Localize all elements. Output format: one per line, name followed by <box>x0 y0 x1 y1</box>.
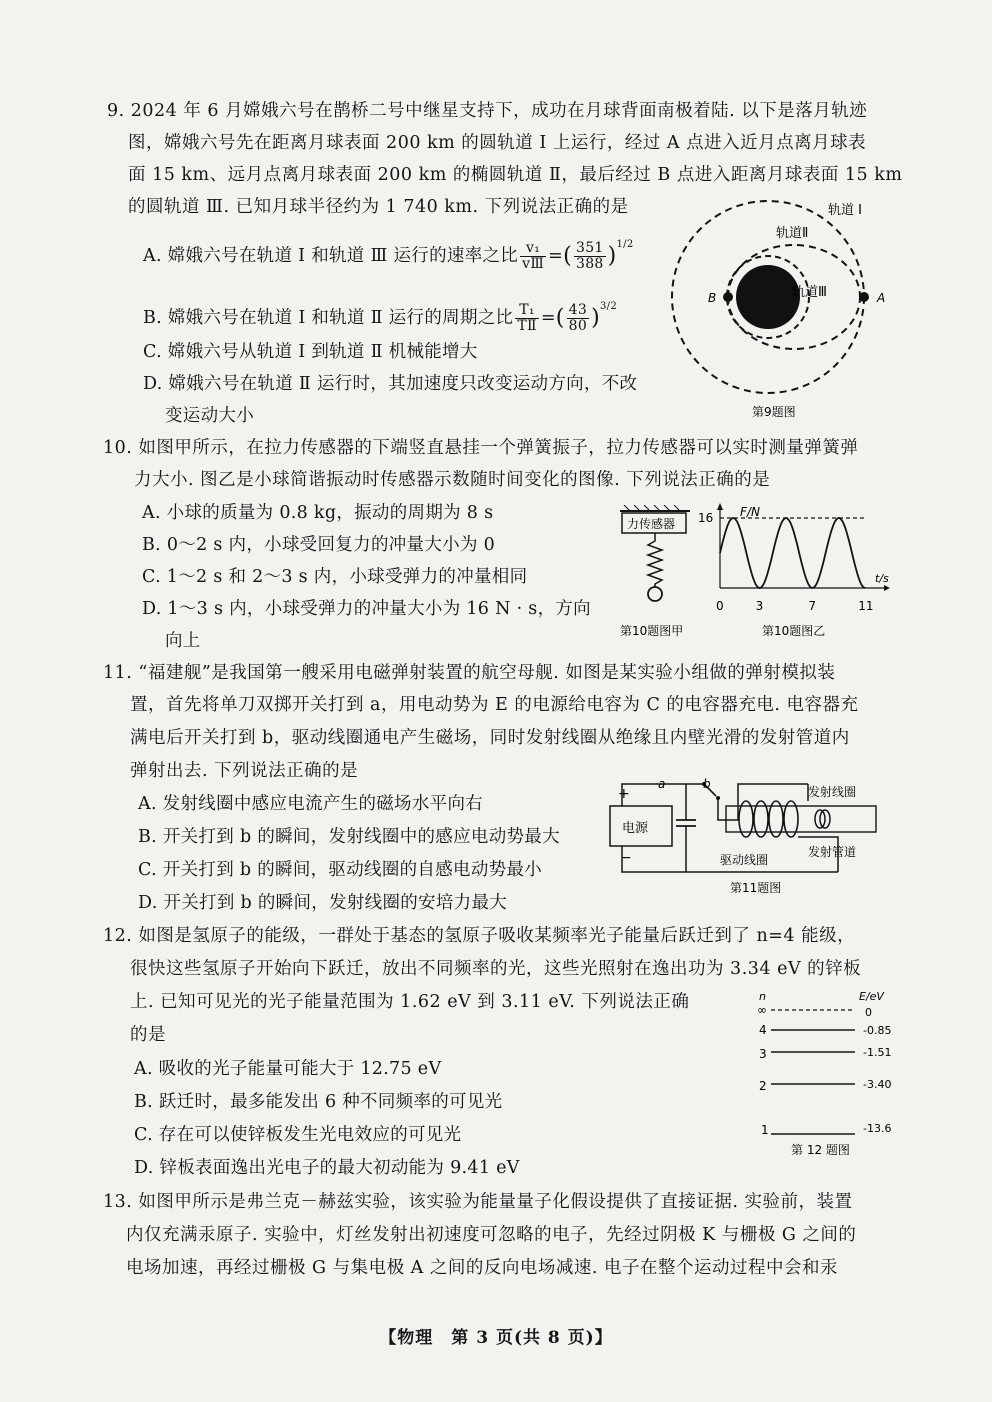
chart-xlabel: t/s <box>875 572 889 585</box>
q9-line-1: 9. 2024 年 6 月嫦娥六号在鹊桥二号中继星支持下，成功在月球背面南极着陆. 以下是落月轨迹 <box>107 101 868 121</box>
q12-figure-caption: 第 12 题图 <box>791 1143 850 1157</box>
q11-line-4: 弹射出去. 下列说法正确的是 <box>130 761 359 781</box>
plus-terminal: + <box>618 786 630 802</box>
moon <box>736 265 800 329</box>
q13-line-1: 13. 如图甲所示是弗兰克－赫兹实验，该实验为能量量子化假设提供了直接证据. 实验前，装置 <box>103 1192 853 1212</box>
q12-option-c: C. 存在可以使锌板发生光电效应的可见光 <box>134 1125 462 1145</box>
sensor-label: 力传感器 <box>627 517 676 531</box>
x-tick-7: 7 <box>808 599 817 613</box>
q10-figure-b-caption: 第10题图乙 <box>762 624 826 638</box>
q10-option-d-line-2: 向上 <box>165 631 201 651</box>
chart-ylabel: F/N <box>740 505 760 519</box>
q13-line-2: 内仅充满汞原子. 实验中，灯丝发射出初速度可忽略的电子，先经过阴极 K 与栅极 G 之间的 <box>126 1225 857 1245</box>
ball <box>648 587 662 601</box>
q11-option-d: D. 开关打到 b 的瞬间，发射线圈的安培力最大 <box>138 893 508 913</box>
source-label: 电源 <box>622 821 649 836</box>
q11-line-2: 置，首先将单刀双掷开关打到 a，用电动势为 E 的电源给电容为 C 的电容器充电. 电容器充 <box>130 695 859 715</box>
q9-option-a-text: A. 嫦娥六号在轨道 Ⅰ 和轨道 Ⅲ 运行的速率之比 <box>143 246 519 266</box>
spring <box>648 533 662 587</box>
q9-a-exponent: 1/2 <box>616 239 634 250</box>
q9-option-d-line-2: 变运动大小 <box>165 406 254 426</box>
level-e-inf: 0 <box>865 1006 872 1019</box>
level-e-4: -0.85 <box>863 1024 892 1037</box>
q10-option-b: B. 0～2 s 内，小球受回复力的冲量大小为 0 <box>142 535 496 555</box>
q9-option-a: A. 嫦娥六号在轨道 Ⅰ 和轨道 Ⅲ 运行的速率之比 $\frac{\text{v₁}}{\text{vⅢ}}$ =( $\frac{351}{388}$ )$^{1/2}$ <box>143 239 634 272</box>
q13-line-3: 电场加速，再经过栅极 G 与集电极 A 之间的反向电场减速. 电子在整个运动过程中会和汞 <box>126 1258 838 1278</box>
level-n-1: 1 <box>761 1123 769 1137</box>
q9-option-b: B. 嫦娥六号在轨道 Ⅰ 和轨道 Ⅱ 运行的周期之比 $\frac{\text{T₁}}{\text{TⅡ}}$ =( $\frac{43}{80}$ )$^{3/2}$ <box>143 301 617 334</box>
page-footer: 【物理 第 3 页(共 8 页)】 <box>379 1328 613 1348</box>
q9-b-rhs-den: 80 <box>568 318 588 334</box>
e-header: E/eV <box>859 990 884 1003</box>
q9-a-lhs-num: v₁ <box>520 241 546 257</box>
switch-label-a: a <box>658 777 666 791</box>
q9-option-d-line-1: D. 嫦娥六号在轨道 Ⅱ 运行时，其加速度只改变运动方向，不改 <box>143 374 638 394</box>
x-tick-0: 0 <box>716 599 724 613</box>
q11-option-c: C. 开关打到 b 的瞬间，驱动线圈的自感电动势最小 <box>138 860 543 880</box>
q10-option-d-line-1: D. 1～3 s 内，小球受弹力的冲量大小为 16 N · s，方向 <box>142 599 591 619</box>
q10-figure-b-chart <box>694 500 894 643</box>
q9-b-lhs-den: TⅡ <box>517 318 537 334</box>
level-e-1: -13.6 <box>863 1122 892 1135</box>
q12-line-2: 很快这些氢原子开始向下跃迁，放出不同频率的光，这些光照射在逸出功为 3.34 eV 的锌板 <box>130 959 862 979</box>
q12-energy-level-figure <box>755 988 905 1160</box>
label-b: B <box>708 291 717 305</box>
q10-option-a: A. 小球的质量为 0.8 kg，振动的周期为 8 s <box>142 503 494 523</box>
launch-coil-label: 发射线圈 <box>808 785 857 799</box>
q9-line-3: 面 15 km、远月点离月球表面 200 km 的椭圆轨道 Ⅱ，最后经过 B 点进入距离月球表面 15 km <box>128 165 903 185</box>
q11-circuit-figure <box>608 770 888 900</box>
q12-option-a: A. 吸收的光子能量可能大于 12.75 eV <box>134 1059 442 1079</box>
q10-option-c: C. 1～2 s 和 2～3 s 内，小球受弹力的冲量相同 <box>142 567 528 587</box>
q9-line-2: 图，嫦娥六号先在距离月球表面 200 km 的圆轨道 Ⅰ 上运行，经过 A 点进入近月点离月球表 <box>128 133 867 153</box>
q9-line-4: 的圆轨道 Ⅲ. 已知月球半径约为 1 740 km. 下列说法正确的是 <box>128 197 629 217</box>
minus-terminal: − <box>620 850 632 866</box>
level-n-4: 4 <box>759 1023 767 1037</box>
point-b-marker <box>723 292 733 302</box>
q11-line-3: 满电后开关打到 b，驱动线圈通电产生磁场，同时发射线圈从绝缘且内壁光滑的发射管道内 <box>130 728 850 748</box>
label-orbit-2: 轨道Ⅱ <box>776 226 809 241</box>
launch-tube <box>726 806 876 832</box>
q9-a-lhs-den: vⅢ <box>522 256 545 272</box>
force-curve <box>720 518 865 588</box>
q11-line-1: 11. “福建舰”是我国第一艘采用电磁弹射装置的航空母舰. 如图是某实验小组做的弹射模拟装 <box>103 663 836 683</box>
q9-b-exponent: 3/2 <box>599 301 617 312</box>
level-n-2: 2 <box>759 1079 767 1093</box>
level-e-3: -1.51 <box>863 1046 892 1059</box>
x-tick-3: 3 <box>755 599 764 613</box>
label-orbit-1: 轨道 I <box>828 203 862 218</box>
label-orbit-3: 轨道Ⅲ <box>792 285 827 300</box>
point-a-marker <box>859 292 869 302</box>
launch-tube-label: 发射管道 <box>808 845 857 859</box>
q10-line-2: 力大小. 图乙是小球简谐振动时传感器示数随时间变化的图像. 下列说法正确的是 <box>134 470 771 490</box>
n-header: n <box>759 990 766 1003</box>
switch-label-b: b <box>703 777 711 791</box>
q9-b-rhs-num: 43 <box>568 302 588 318</box>
label-a: A <box>877 291 886 305</box>
q12-option-b: B. 跃迁时，最多能发出 6 种不同频率的可见光 <box>134 1092 503 1112</box>
q9-option-b-text: B. 嫦娥六号在轨道 Ⅰ 和轨道 Ⅱ 运行的周期之比 <box>143 308 514 328</box>
q9-option-c: C. 嫦娥六号从轨道 Ⅰ 到轨道 Ⅱ 机械能增大 <box>143 342 478 362</box>
level-n-3: 3 <box>759 1047 767 1061</box>
q9-a-rhs-num: 351 <box>575 240 604 256</box>
level-n-inf: ∞ <box>757 1003 767 1017</box>
q11-option-b: B. 开关打到 b 的瞬间，发射线圈中的感应电动势最大 <box>138 827 560 847</box>
level-e-2: -3.40 <box>863 1078 892 1091</box>
y-tick-16: 16 <box>698 511 714 525</box>
q10-line-1: 10. 如图甲所示，在拉力传感器的下端竖直悬挂一个弹簧振子，拉力传感器可以实时测量弹簧弹 <box>103 438 859 458</box>
x-tick-11: 11 <box>858 599 874 613</box>
q9-b-lhs-num: T₁ <box>515 303 538 319</box>
q12-line-1: 12. 如图是氢原子的能级，一群处于基态的氢原子吸收某频率光子能量后跃迁到了 n=4 能级， <box>103 926 856 946</box>
q10-figure-a-caption: 第10题图甲 <box>620 624 684 638</box>
q11-figure-caption: 第11题图 <box>730 881 782 895</box>
q12-option-d: D. 锌板表面逸出光电子的最大初动能为 9.41 eV <box>134 1158 520 1178</box>
q12-line-4: 的是 <box>130 1025 166 1045</box>
q9-a-rhs-den: 388 <box>575 256 604 272</box>
q9-orbit-figure <box>660 192 890 424</box>
drive-coil-label: 驱动线圈 <box>720 853 769 867</box>
q9-figure-caption: 第9题图 <box>752 405 796 419</box>
q11-option-a: A. 发射线圈中感应电流产生的磁场水平向右 <box>138 794 484 814</box>
q12-line-3: 上. 已知可见光的光子能量范围为 1.62 eV 到 3.11 eV. 下列说法正确 <box>130 992 690 1012</box>
